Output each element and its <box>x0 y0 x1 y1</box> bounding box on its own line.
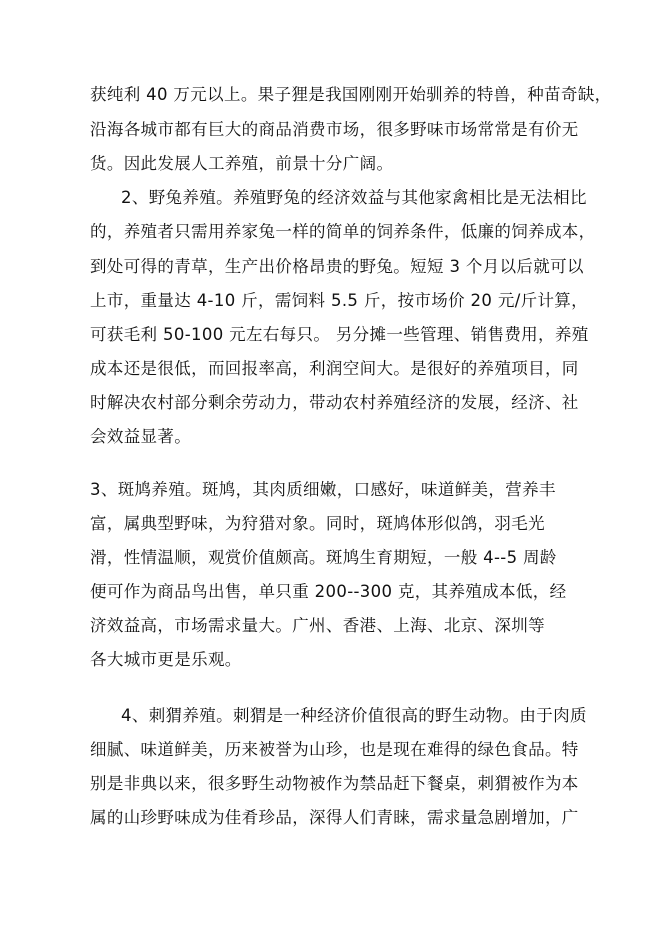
text-line: 可获毛利 50-100 元左右每只。 另分摊一些管理、销售费用，养殖 <box>90 325 589 344</box>
text-line: 滑，性情温顺，观赏价值颇高。斑鸠生育期短，一般 4--5 周龄 <box>90 548 557 567</box>
text-line: 上市，重量达 4-10 斤，需饲料 5.5 斤，按市场价 20 元/斤计算， <box>90 291 589 310</box>
text-line: 到处可得的青草，生产出价格昂贵的野兔。短短 3 个月以后就可以 <box>90 257 584 276</box>
text-line: 各大城市更是乐观。 <box>90 650 242 669</box>
text-line: 会效益显著。 <box>90 427 192 446</box>
text-line: 获纯利 40 万元以上。果子狸是我国刚刚开始驯养的特兽，种苗奇缺， <box>90 85 612 104</box>
text-line: 沿海各城市都有巨大的商品消费市场，很多野味市场常常是有价无 <box>90 120 579 139</box>
text-line: 成本还是很低，而回报率高，利润空间大。是很好的养殖项目，同 <box>90 359 579 378</box>
text-line: 4、刺猬养殖。刺猬是一种经济价值很高的野生动物。由于肉质 <box>121 706 587 725</box>
text-line: 时解决农村部分剩余劳动力，带动农村养殖经济的发展，经济、社 <box>90 393 579 412</box>
text-line: 济效益高，市场需求量大。广州、香港、上海、北京、深圳等 <box>90 616 545 635</box>
text-line: 2、野兔养殖。养殖野兔的经济效益与其他家禽相比是无法相比 <box>121 188 587 207</box>
text-line: 便可作为商品鸟出售，单只重 200--300 克，其养殖成本低，经 <box>90 582 567 601</box>
text-line: 属的山珍野味成为佳肴珍品，深得人们青睐，需求量急剧增加，广 <box>90 808 579 827</box>
text-line: 别是非典以来，很多野生动物被作为禁品赶下餐桌，刺猬被作为本 <box>90 774 579 793</box>
text-line: 货。因此发展人工养殖，前景十分广阔。 <box>90 154 394 173</box>
text-line: 3、斑鸠养殖。斑鸠，其肉质细嫩，口感好，味道鲜美，营养丰 <box>90 480 556 499</box>
text-line: 细腻、味道鲜美，历来被誉为山珍，也是现在难得的绿色食品。特 <box>90 740 579 759</box>
text-line: 富，属典型野味，为狩猎对象。同时，斑鸠体形似鸽，羽毛光 <box>90 514 545 533</box>
text-line: 的，养殖者只需用养家兔一样的简单的饲养条件，低廉的饲养成本， <box>90 222 596 241</box>
